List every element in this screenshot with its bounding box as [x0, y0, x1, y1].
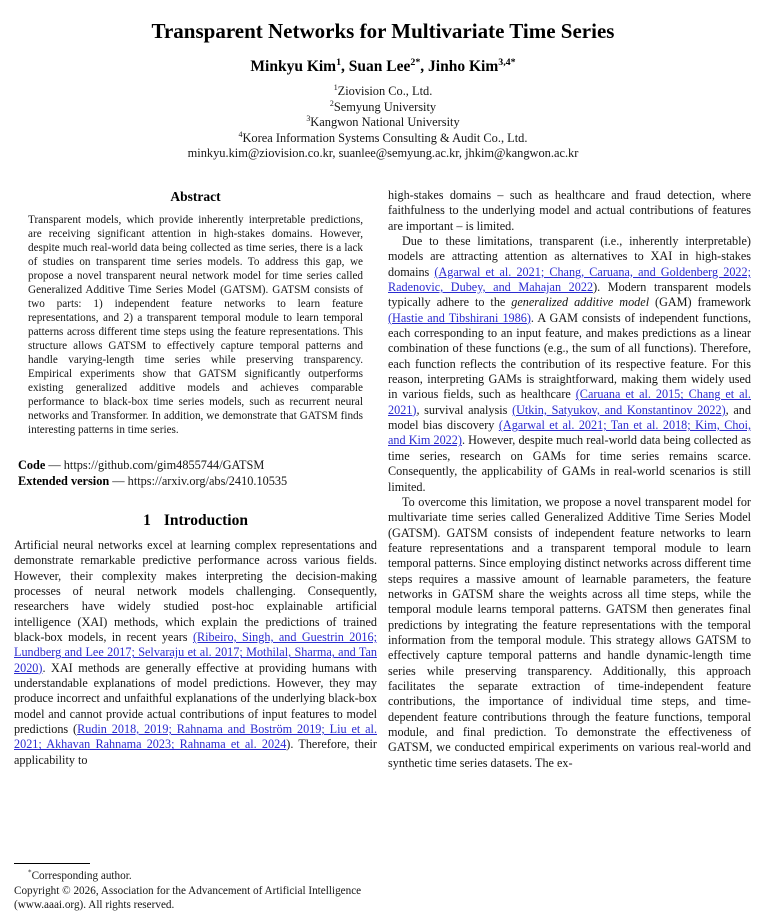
abstract-heading: Abstract: [170, 188, 221, 204]
authors-line: Minkyu Kim$^1$, Suan Lee$^{2*}$, Jinho Kim$^{3,4*}$: [250, 56, 516, 75]
intro-paragraph: Artificial neural networks excel at learning complex representations and demonstrate remarkable predictive performance across various fields. However, their complexity makes interpreting the decision-making processes of neural network models challenging. Consequently, researchers have widely studied post-hoc explainable artificial intelligence (XAI) methods, which explain the predictions of trained black-box models, in recent years (Ribeiro, Singh, and Guestrin 2016; Lundberg and Lee 2017; Selvaraju et al. 2017; Mothilal, Sharma, and Tan 2020). XAI methods are generally effective at providing humans with understandable explanations of model predictions. However, they may produce incorrect and unfaithful explanations of the underlying black-box model and cannot provide actual contributions of input features to model predictions (Rudin 2018, 2019; Rahnama and Boström 2019; Liu et al. 2021; Akhavan Rahnama 2023; Rahnama et al. 2024). Therefore, their applicability to: [14, 537, 378, 767]
resource-links-block: [18, 457, 377, 489]
citation-link[interactable]: (Utkin, Satyukov, and Konstantinov 2022): [512, 402, 726, 417]
affiliation-line-3: $^3$Kangwon National University: [306, 114, 460, 130]
affiliations-block: [0, 84, 766, 162]
dash-separator: —: [112, 473, 125, 488]
section-number: 1: [143, 511, 151, 529]
left-column: [14, 188, 377, 912]
corresponding-author-note: *Corresponding author.: [28, 868, 132, 883]
extended-version-line: [18, 473, 377, 489]
citation-link[interactable]: (Ribeiro, Singh, and Guestrin 2016; Lundberg and Lee 2017; Selvaraju et al. 2017; Mothilal, Sharma, and Tan 2020): [14, 630, 378, 675]
right-column: [388, 188, 751, 912]
emails-line: minkyu.kim@ziovision.co.kr, suanlee@semyung.ac.kr, jhkim@kangwon.ac.kr: [187, 146, 579, 161]
citation-link[interactable]: (Hastie and Tibshirani 1986): [388, 310, 531, 325]
affiliation-line-1: $^1$Ziovision Co., Ltd.: [333, 82, 433, 98]
abstract-text: Transparent models, which provide inherently interpretable predictions, are receiving significant attention in high-stakes domains. However, despite much real-world data being collected as time series, there is a lack of studies on transparent time series models. To address this gap, we propose a novel transparent neural network model for time series called Generalized Additive Time Series Model (GATSM). GATSM consists of two parts: 1) independent feature networks to learn feature representations, and 2) a transparent temporal module to learn temporal patterns across different time steps using the feature representations. This structure allows GATSM to effectively capture temporal patterns and handle varying-length time series while preserving transparency. Empirical experiments show that GATSM significantly outperforms existing generalized additive models and achieves comparable performance to black-box time series models, such as recurrent neural networks and Transformer. In addition, we demonstrate that GATSM finds interesting patterns in time series.: [28, 213, 363, 436]
body-paragraph: To overcome this limitation, we propose a novel transparent model for multivariate time series called Generalized Additive Time Series Model (GATSM). GATSM consists of independent feature networks to learn feature representations and a transparent temporal module to learn temporal patterns. Since employing distinct networks across different time steps requires a massive amount of learnable parameters, the feature networks in GATSM share the weights across all time steps, while the temporal module learns temporal patterns. GATSM then generates final predictions by integrating the feature representations with the temporal information from the temporal module. This strategy allows GATSM to effectively capture temporal patterns and handle dynamic-length time series while preserving transparency. Additionally, this approach facilitates the separate extraction of time-independent feature contributions, the importance of individual time steps, and time-dependent feature contributions through the feature functions, temporal module, and final prediction. To demonstrate the effectiveness of GATSM, we conducted empirical experiments on various real-world and synthetic time series datasets. The ex-: [388, 494, 751, 770]
paper-title: Transparent Networks for Multivariate Time Series: [151, 19, 615, 43]
citation-link[interactable]: (Caruana et al. 2015; Chang et al. 2021): [388, 387, 751, 417]
extended-version-label: Extended version: [18, 473, 110, 488]
code-url-link[interactable]: https://github.com/gim4855744/GATSM: [63, 457, 265, 472]
citation-link[interactable]: (Agarwal et al. 2021; Chang, Caruana, and Goldenberg 2022; Radenovic, Dubey, and Mahajan 2022: [388, 264, 751, 295]
copyright-notice: Copyright © 2026, Association for the Advancement of Artificial Intelligence (www.aaai.org). All rights reserved.: [14, 884, 362, 911]
body-paragraph: Due to these limitations, transparent (i.e., inherently interpretable) models are attracting attention as alternatives to XAI in high-stakes domains (Agarwal et al. 2021; Chang, Caruana, and Goldenberg 2022; Radenovic, Dubey, and Mahajan 2022). Modern transparent models typically adhere to the generalized additive model (GAM) framework (Hastie and Tibshirani 1986). A GAM consists of independent functions, each corresponding to an input feature, and makes predictions as a linear combination of these functions (e.g., the sum of all functions). Therefore, each function reflects the contribution of its respective feature. For this reason, interpreting GAMs is straightforward, making them widely used in various fields, such as healthcare (Caruana et al. 2015; Chang et al. 2021), survival analysis (Utkin, Satyukov, and Konstantinov 2022), and model bias discovery (Agarwal et al. 2021; Tan et al. 2018; Kim, Choi, and Kim 2022). However, despite much real-world data being collected as time series, research on GAMs for time series remains scarce. Consequently, the applicability of GAMs in real-world scenarios is still limited.: [388, 234, 752, 494]
footnote-rule: [14, 863, 90, 864]
abstract-section: [14, 188, 377, 437]
affiliation-line-2: $^2$Semyung University: [329, 98, 437, 114]
dash-separator: —: [48, 457, 61, 472]
affiliation-line-4: $^4$Korea Information Systems Consulting & Audit Co., Ltd.: [238, 129, 528, 145]
footnote-block: [14, 863, 377, 912]
code-line: [18, 457, 377, 473]
citation-link[interactable]: Rudin 2018, 2019; Rahnama and Boström 2019; Liu et al. 2021; Akhavan Rahnama 2023; Rahnama et al. 2024: [14, 722, 377, 752]
code-label: Code: [18, 457, 46, 472]
two-column-body: [0, 188, 766, 912]
body-paragraph: high-stakes domains – such as healthcare and fraud detection, where faithfulness to the underlying model and actual contributions of features are important – is limited.: [388, 187, 751, 233]
section-title: Introduction: [163, 511, 248, 529]
section-heading-introduction: [14, 511, 377, 530]
citation-link[interactable]: (Agarwal et al. 2021; Tan et al. 2018; Kim, Choi, and Kim 2022): [388, 418, 752, 448]
extended-version-url-link[interactable]: https://arxiv.org/abs/2410.10535: [127, 473, 288, 488]
